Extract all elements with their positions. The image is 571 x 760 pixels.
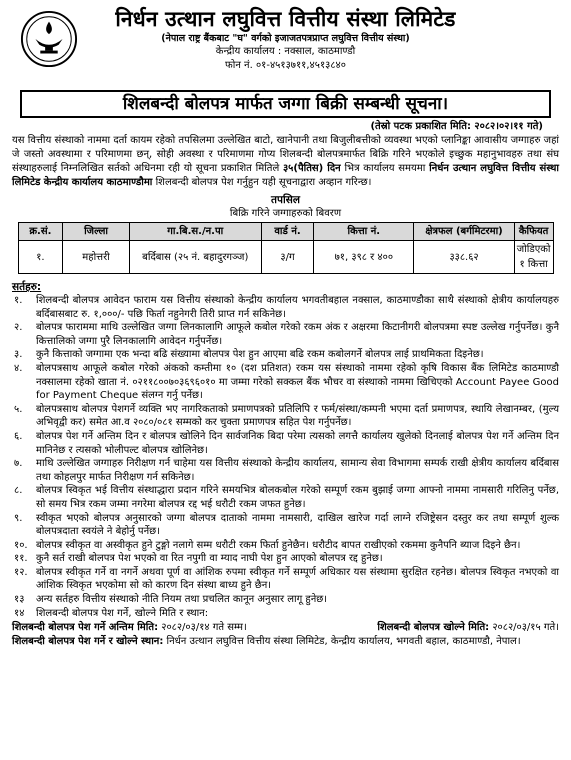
term-item [12,593,559,607]
term-number: १२. [14,566,28,578]
term-number: १३ [14,594,25,606]
cell-plot: ७१, ३९८ र ४०० [314,241,414,274]
term-number: ६. [14,430,23,442]
office-name: निर्धन उत्थान लघुवित्त वित्तीय संस्था लिमिटेड केन्द्रीय कार्यालय काठमाण्डौमा [12,163,559,188]
term-number: १०. [14,539,28,551]
term-text: अन्य सर्तहरु वित्तीय संस्थाको नीति नियम तथा प्रचलित कानून अनुसार लागू हुनेछ। [36,594,328,606]
land-table [18,222,554,274]
deadline-days: ३५(पैतिस) दिन [282,163,341,174]
term-text: स्वीकृत भएको बोलपत्र अनुसारको जग्गा बोलपत्र दाताको नाममा नामसारी, दाखिल खारेज गर्दा लाग्ने रजिष्ट्रेसन दस्तुर कर तथा सम्पूर्ण शुल्क बोलपत्रदाता स्वयंले ने बेहोर्नु पर्नेछ। [36,512,559,538]
lamp-logo-icon [20,10,78,68]
term-item [12,348,559,362]
terms-list [12,294,559,620]
term-number: ५. [14,403,23,415]
term-number: ३. [14,349,23,361]
term-item [12,321,559,348]
term-text: शिलबन्दी बोलपत्र पेश गर्ने, खोल्ने मिति र स्थान: [36,607,209,619]
place-line: शिलबन्दी बोलपत्र पेश गर्ने र खोल्ने स्थान: निर्धन उत्थान लघुवित्त वित्तीय संस्था लिमिटेड, केन्द्रीय कार्यालय, भगवती बहाल, काठमाण्डौ, नेपाल। [12,635,521,647]
term-text: बोलपत्र पेश गर्ने अन्तिम दिन र बोलपत्र खोलिने दिन सार्वजनिक बिदा परेमा त्यसको लगत्तै कार्यालय खुलेको दिनलाई बोलपत्र पेश गर्ने अन्तिम दिन मानिनेछ र त्यसको भोलीपल्ट बोलपत्र खोलिनेछ। [36,430,559,456]
intro-paragraph: यस वित्तीय संस्थाको नाममा दर्ता कायम रहेको तपसिलमा उल्लेखित बाटो, खानेपानी तथा बिजुलीबत्तीको व्यवस्था भएको प्लानिङ्का आवासीय जग्गाहरु जहां जे जस्तो अवस्थामा र परिमाणमा छन्, सोही अवस्था र परिमाणमा गोप्य शिलबन्दी बोलपत्रमार्फत बिक्रि गरिने भएकोले इच्छुक महानुभावहरु तथा संघ संस्थाहरुलाई निम्नलिखित सर्तको अधिनमा रही यो सूचना प्रकाशित मितिले ३५(पैतिस) दिन भित्र कार्यालय समयमा निर्धन उत्थान लघुवित्त वित्तीय संस्था लिमिटेड केन्द्रीय कार्यालय काठमाण्डौमा शिलबन्दी बोलपत्र पेश गर्नुहुन यही सूचनाद्वारा अव्हान गरिन्छ। [12,135,559,188]
col-district: जिल्ला [63,223,130,241]
term-text: बोलपत्र स्विकृत भई वित्तीय संस्थाद्धारा प्रदान गरिने समयभित्र बोलकबोल गरेको सम्पूर्ण रकम बुझाई जग्गा आफ्नो नाममा नामसारी गरिलिनु पर्नेछ, सो समय भित्र रकम जम्मा नगरेमा बोलपत्र रद्द भई धरौटी रकम जफत हुनेछ। [36,485,559,510]
term-number: ७. [14,458,23,470]
term-item [12,566,559,593]
publication-date: (तेस्रो पटक प्रकाशित मिति: २०८२।०२।११ गते) [370,121,543,132]
term-text: शिलबन्दी बोलपत्र आवेदन फाराम यस वित्तीय संस्थाको केन्द्रीय कार्यालय भगवतीबहाल नक्साल, काठमाण्डौका साथै संस्थाको क्षेत्रीय कार्यालयहरु बर्दिबासबाट रु. १,०००/- पछि फिर्ता नहुनेगरी तिरी प्राप्त गर्न सकिनेछ। [36,295,559,320]
cell-area: ३३८.६२ [414,241,514,274]
org-license-line: (नेपाल राष्ट्र बैंकबाट "घ" वर्गको इजाजतपत्रप्राप्त लघुवित्त वित्तीय संस्था) [161,33,410,44]
col-sn: क्र.सं. [18,223,63,241]
term-text: माथि उल्लेखित जग्गाहरु निरीक्षण गर्न चाहेमा यस वित्तीय संस्थाको केन्द्रीय कार्यालय, सामान्य सेवा विभागमा सम्पर्क राखी क्षेत्रीय कार्यालय बर्दिबास तथा कोहलपुर मार्फत निरीक्षण गर्न सकिनेछ। [36,458,559,483]
term-text: कुनै सर्त राखी बोलपत्र पेश भएको वा रित नपुगी वा म्याद नाघी पेश हुन आएको बोलपत्र रद्द हुनेछ। [36,553,383,565]
cell-district: महोत्तरी [63,241,130,274]
header [12,6,559,88]
term-item [12,403,559,430]
term-text: बोलपत्रसाथ बोलपत्र पेशगर्ने व्यक्ति भए नागरिकताको प्रमाणपत्रको प्रतिलिपि र फर्म/संस्था/कम्पनी भएमा दर्ता प्रमाणपत्र, स्थायि लेखानम्बर, (मुल्य अभिवृद्वी कर) समेत आ.व २०८०/०८१ सम्मको कर चुक्ता प्रमाणपत्र सहित पेश गर्नुपर्नेछ। [36,403,559,429]
opening-line: शिलबन्दी बोलपत्र खोल्ने मिति: २०८२/०३/१५ गते। [377,622,559,634]
term-item [12,539,559,553]
cell-ward: ३/ग [261,241,314,274]
table-header-row [18,223,553,241]
term-item [12,512,559,539]
term-number: ८. [14,485,23,497]
term-item [12,294,559,321]
term-item [12,484,559,511]
notice-title: शिलबन्दी बोलपत्र मार्फत जग्गा बिक्री सम्बन्धी सूचना। [20,90,551,118]
footer-dates [12,621,559,635]
col-area: क्षेत्रफल (बर्गमिटरमा) [414,223,514,241]
term-text: बोलपत्र स्वीकृत गर्ने वा नगर्ने अथवा पूर्ण वा आंशिक रुपमा स्वीकृत गर्ने सम्पूर्ण अधिकार यस संस्थामा सुरक्षित रहनेछ। बोलपत्र स्विकृत नभएको वा आंशिक स्विकृत भएकोमा सो को कारण दिन संस्था बाध्य हुने छैन। [36,566,559,592]
term-number: ४. [14,362,23,374]
footer [12,621,559,648]
term-item [12,552,559,566]
term-item [12,457,559,484]
schedule-subheading: बिक्रि गरिने जग्गाहरुको बिवरण [229,208,342,219]
deadline-line: शिलबन्दी बोलपत्र पेश गर्ने अन्तिम मिति: २०८२/०३/१४ गते सम्म। [12,622,247,634]
term-number: ९. [14,512,23,524]
term-text: बोलपत्र स्वीकृत वा अस्वीकृत हुने टुङ्गो नलागे सम्म धरौटी रकम फिर्ता हुनेछैन। धरौटीद बापत राखीएको रकममा कुनैपनि ब्याज दिइने छैन। [36,539,521,551]
term-number: २. [14,322,23,334]
term-item [12,607,559,621]
term-number: १. [14,295,23,306]
cell-municipality: बर्दिबास (२५ नं. बहादुरगञ्ज) [129,241,261,274]
term-text: कुनै कित्ताको जग्गामा एक भन्दा बढि संख्यामा बोलपत्र पेश हुन आएमा बढि रकम कबोलगर्ने बोलपत्र लाई प्राथमिकता दिइनेछ। [36,349,484,361]
col-plot: कित्ता नं. [314,223,414,241]
term-number: ११. [14,553,28,565]
cell-remarks: जोडिएको १ कित्ता [514,241,553,274]
col-remarks: कैफियत [514,223,553,241]
col-ward: वार्ड नं. [261,223,314,241]
term-number: १४ [14,607,25,619]
table-row [18,241,553,274]
schedule-heading: तपसिल [271,194,300,206]
term-item [12,430,559,457]
col-municipality: गा.बि.स./न.पा [129,223,261,241]
terms-title: सर्तहरु: [12,281,42,293]
phone-line: फोन नं. ०१-४५१३७११,४५१३८४० [225,60,346,71]
org-name: निर्धन उत्थान लघुवित्त वित्तीय संस्था लिमिटेड [115,7,456,31]
office-address: केन्द्रीय कार्यालय : नक्साल, काठमाण्डौ [215,46,356,57]
term-text: बोलपत्र फाराममा माथि उल्लेखित जग्गा लिनकालागि आफूले कबोल गरेको रकम अंक र अक्षरमा किटानीगरी बोलपत्रमा स्पष्ट उल्लेख गर्नुपर्नेछ। कुनै कित्तालिको जग्गा पुरै लिनकालागि आवेदन गर्नुपर्नेछ। [36,322,559,347]
term-text: बोलपत्रसाथ आफूले कबोल गरेको अंकको कम्तीमा १० (दश प्रतिशत) रकम यस संस्थाको नाममा रहेको कृषि विकास बैंक लिमिटेड काठमाण्डौ नक्सालमा रहेको खाता नं. ०२११८००७०३६९६०१० मा जम्मा गरेको सक्कल बैंक भौचर वा संस्थाको नाममा खिचिएको Account Payee Good for Payment Cheque संलग्न गर्नु पर्नेछ। [36,362,559,402]
cell-sn: १. [18,241,63,274]
term-item [12,362,559,403]
